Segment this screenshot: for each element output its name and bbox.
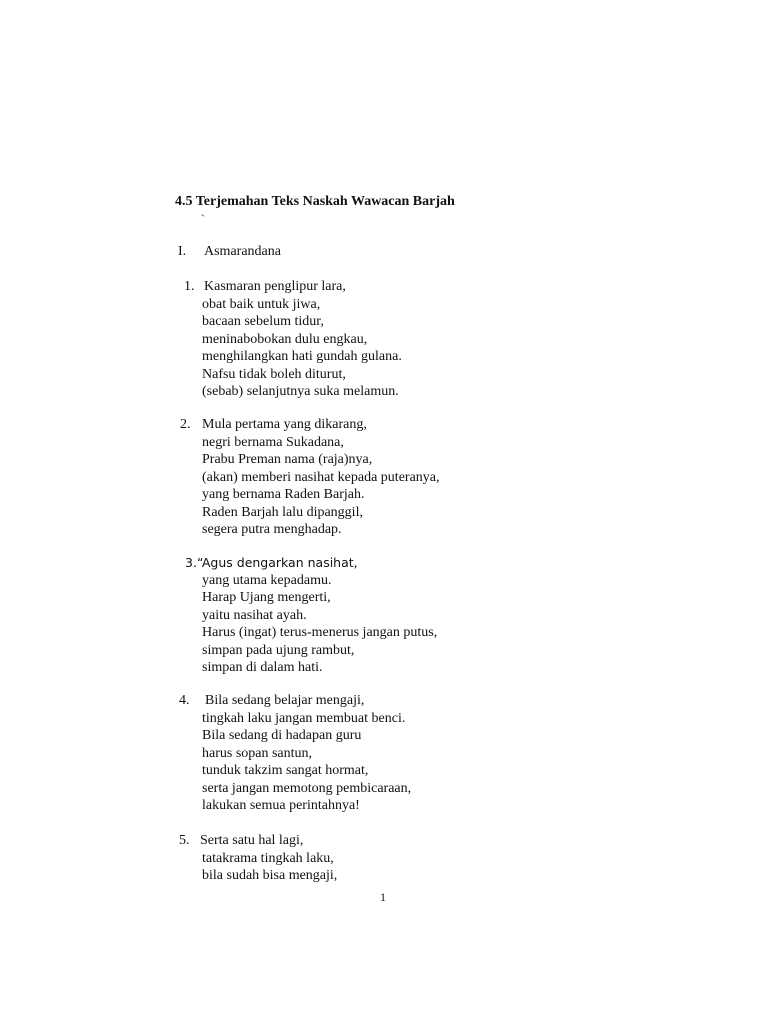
stanza-first-line — [179, 692, 411, 710]
stanza-line: Nafsu tidak boleh diturut, — [202, 366, 346, 382]
stanza-1 — [184, 278, 402, 401]
stanza-first-line — [180, 416, 440, 434]
stanza-3 — [185, 554, 437, 677]
stanza-line: simpan di dalam hati. — [202, 660, 323, 675]
stanza-number: 3. — [185, 555, 197, 570]
stanza-5 — [179, 832, 337, 885]
stanza-line: Serta satu hal lagi, — [200, 833, 304, 848]
stanza-line: yang bernama Raden Barjah. — [202, 487, 365, 502]
stanza-line: yaitu nasihat ayah. — [202, 607, 307, 623]
stanza-line: simpan pada ujung rambut, — [202, 642, 355, 658]
stray-mark: ` — [201, 212, 205, 226]
stanza-number: 5. — [179, 833, 190, 848]
stanza-line: bacaan sebelum tidur, — [202, 314, 324, 329]
section-heading: 4.5 Terjemahan Teks Naskah Wawacan Barjah — [175, 194, 455, 209]
stanza-line: Kasmaran penglipur lara, — [204, 279, 346, 294]
stanza-line: segera putra menghadap. — [202, 522, 342, 537]
stanza-line: Harus (ingat) terus-menerus jangan putus, — [202, 625, 438, 640]
stanza-line: obat baik untuk jiwa, — [202, 296, 321, 312]
stanza-2 — [180, 416, 440, 539]
stanza-line: (akan) memberi nasihat kepada puteranya, — [202, 469, 440, 485]
stanza-line: meninabobokan dulu engkau, — [202, 331, 368, 347]
stanza-number: 2. — [180, 417, 191, 432]
stanza-line: Prabu Preman nama (raja)nya, — [202, 452, 373, 467]
stanza-line: (sebab) selanjutnya suka melamun. — [202, 384, 399, 399]
stanza-line: bila sudah bisa mengaji, — [202, 868, 338, 883]
stanza-line: yang utama kepadamu. — [202, 572, 332, 588]
page-number: 1 — [380, 890, 386, 904]
stanza-first-line — [185, 554, 437, 572]
stanza-first-line — [184, 278, 402, 296]
stanza-line: tingkah laku jangan membuat benci. — [202, 710, 406, 726]
stanza-number: 1. — [184, 279, 195, 294]
stanza-line: harus sopan santun, — [202, 745, 313, 761]
stanza-first-line — [179, 832, 337, 850]
stanza-line: Harap Ujang mengerti, — [202, 590, 331, 605]
stanza-line: lakukan semua perintahnya! — [202, 798, 360, 813]
stanza-line: tunduk takzim sangat hormat, — [202, 763, 369, 778]
stanza-line: negri bernama Sukadana, — [202, 434, 344, 450]
stanza-4 — [179, 692, 411, 815]
canto-title — [178, 244, 281, 260]
canto-numeral: I. — [178, 244, 187, 259]
stanza-line: Bila sedang di hadapan guru — [202, 728, 362, 743]
stanza-line: Bila sedang belajar mengaji, — [205, 693, 365, 708]
stanza-line: “Agus dengarkan nasihat, — [197, 555, 358, 570]
stanza-line: serta jangan memotong pembicaraan, — [202, 780, 412, 796]
canto-name: Asmarandana — [204, 244, 281, 259]
stanza-line: Raden Barjah lalu dipanggil, — [202, 504, 363, 520]
stanza-number: 4. — [179, 693, 190, 708]
stanza-line: menghilangkan hati gundah gulana. — [202, 349, 402, 364]
stanza-line: Mula pertama yang dikarang, — [202, 417, 367, 432]
stanza-line: tatakrama tingkah laku, — [202, 850, 334, 866]
